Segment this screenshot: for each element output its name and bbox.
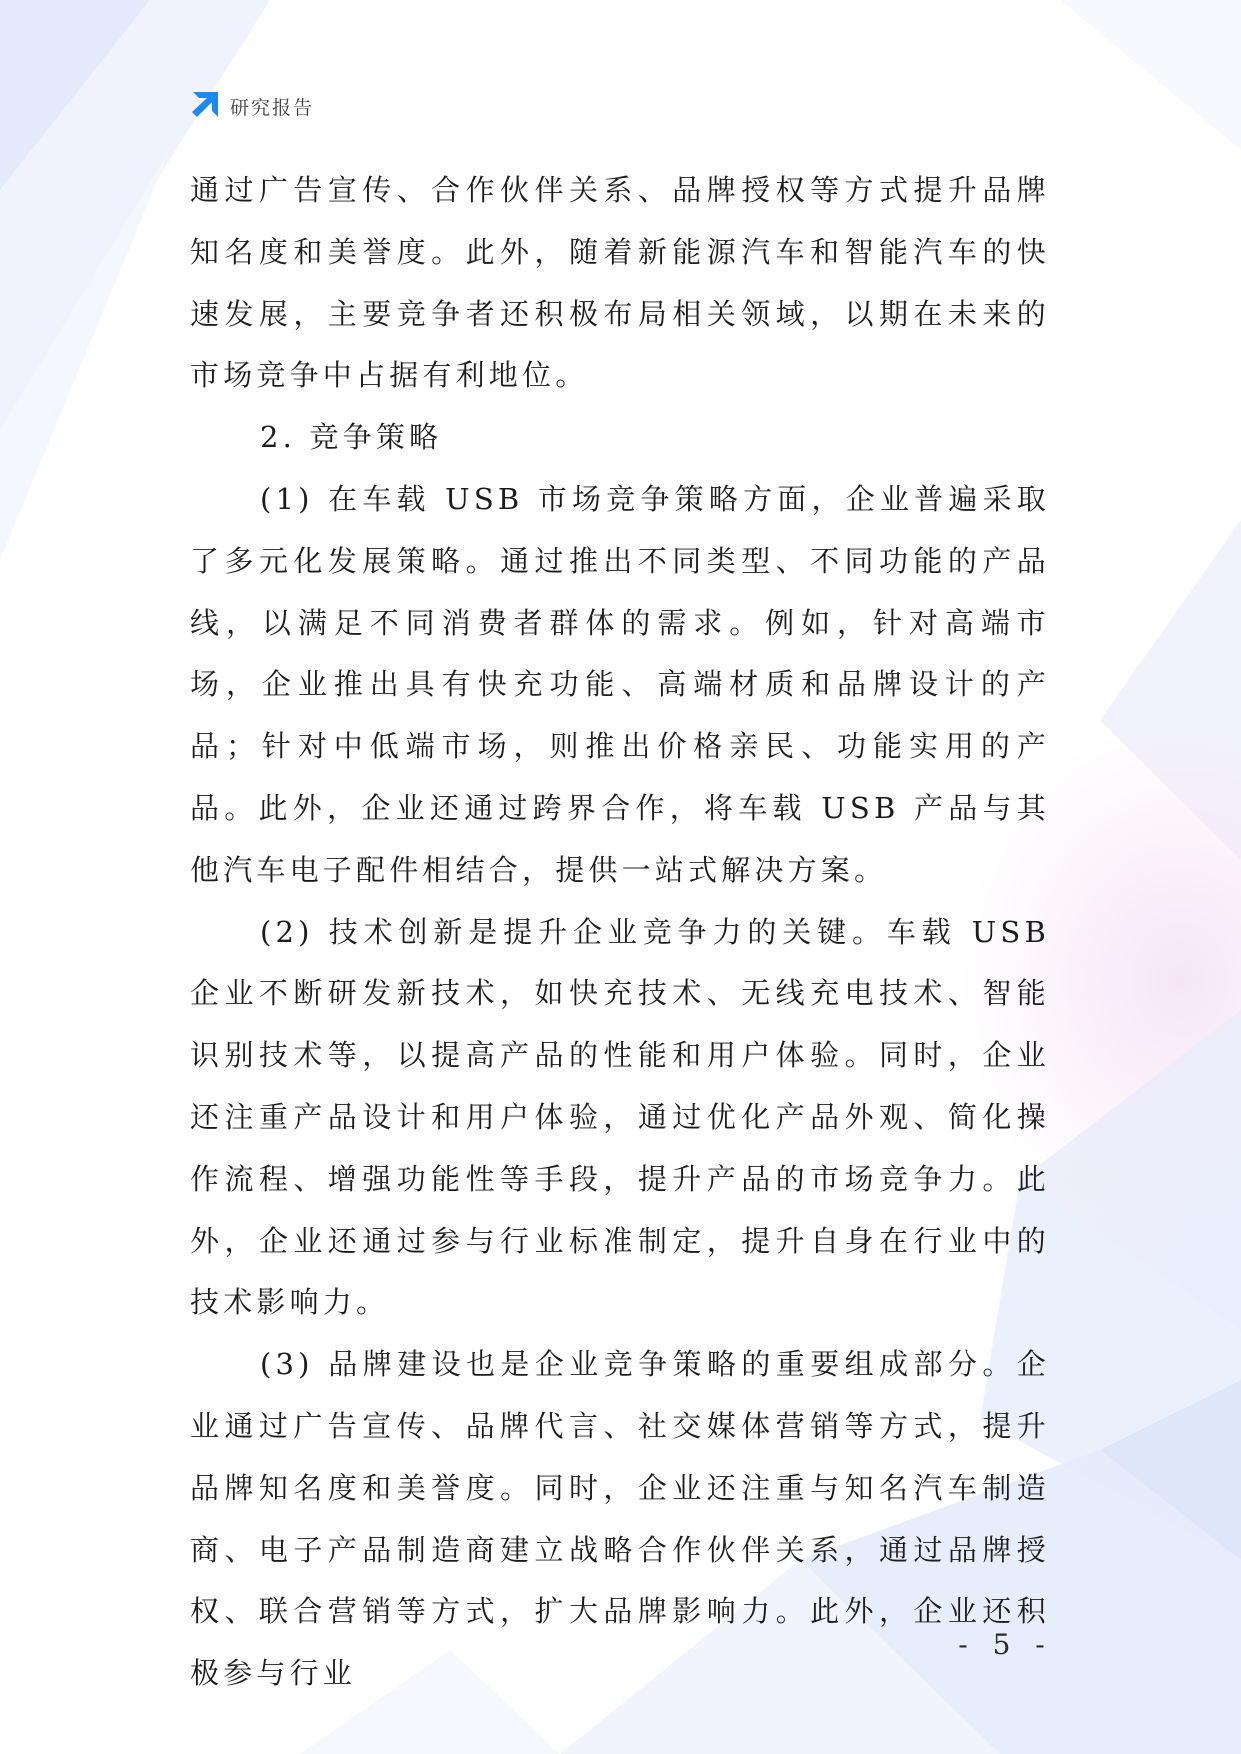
report-title: 研究报告: [230, 96, 315, 119]
arrow-up-right-icon: [187, 89, 221, 123]
paragraph-intro: 通过广告宣传、合作伙伴关系、品牌授权等方式提升品牌知名度和美誉度。此外，随着新能源汽车和智能汽车的快速发展，主要竞争者还积极布局相关领域，以期在未来的市场竞争中占据有利地位。: [190, 173, 1050, 393]
document-body: [190, 160, 1050, 1705]
paragraph-strategy-3: (3) 品牌建设也是企业竞争策略的重要组成部分。企业通过广告宣传、品牌代言、社交媒体营销等方式，提升品牌知名度和美誉度。同时，企业还注重与知名汽车制造商、电子产品制造商建立战略合作伙伴关系，通过品牌授权、联合营销等方式，扩大品牌影响力。此外，企业还积极参与行业: [190, 1347, 1050, 1691]
section-heading: 2. 竞争策略: [260, 420, 443, 455]
paragraph-strategy-2: (2) 技术创新是提升企业竞争力的关键。车载 USB 企业不断研发新技术，如快充技术、无线充电技术、智能识别技术等，以提高产品的性能和用户体验。同时，企业还注重产品设计和用户体验，通过优化产品外观、简化操作流程、增强功能性等手段，提升产品的市场竞争力。此外，企业还通过参与行业标准制定，提升自身在行业中的技术影响力。: [190, 914, 1050, 1320]
paragraph-strategy-1: (1) 在车载 USB 市场竞争策略方面，企业普遍采取了多元化发展策略。通过推出不同类型、不同功能的产品线，以满足不同消费者群体的需求。例如，针对高端市场，企业推出具有快充功能、高端材质和品牌设计的产品；针对中低端市场，则推出价格亲民、功能实用的产品。此外，企业还通过跨界合作，将车载 USB 产品与其他汽车电子配件相结合，提供一站式解决方案。: [190, 481, 1050, 887]
page-number: - 5 -: [958, 1628, 1053, 1661]
report-header: [187, 88, 314, 124]
